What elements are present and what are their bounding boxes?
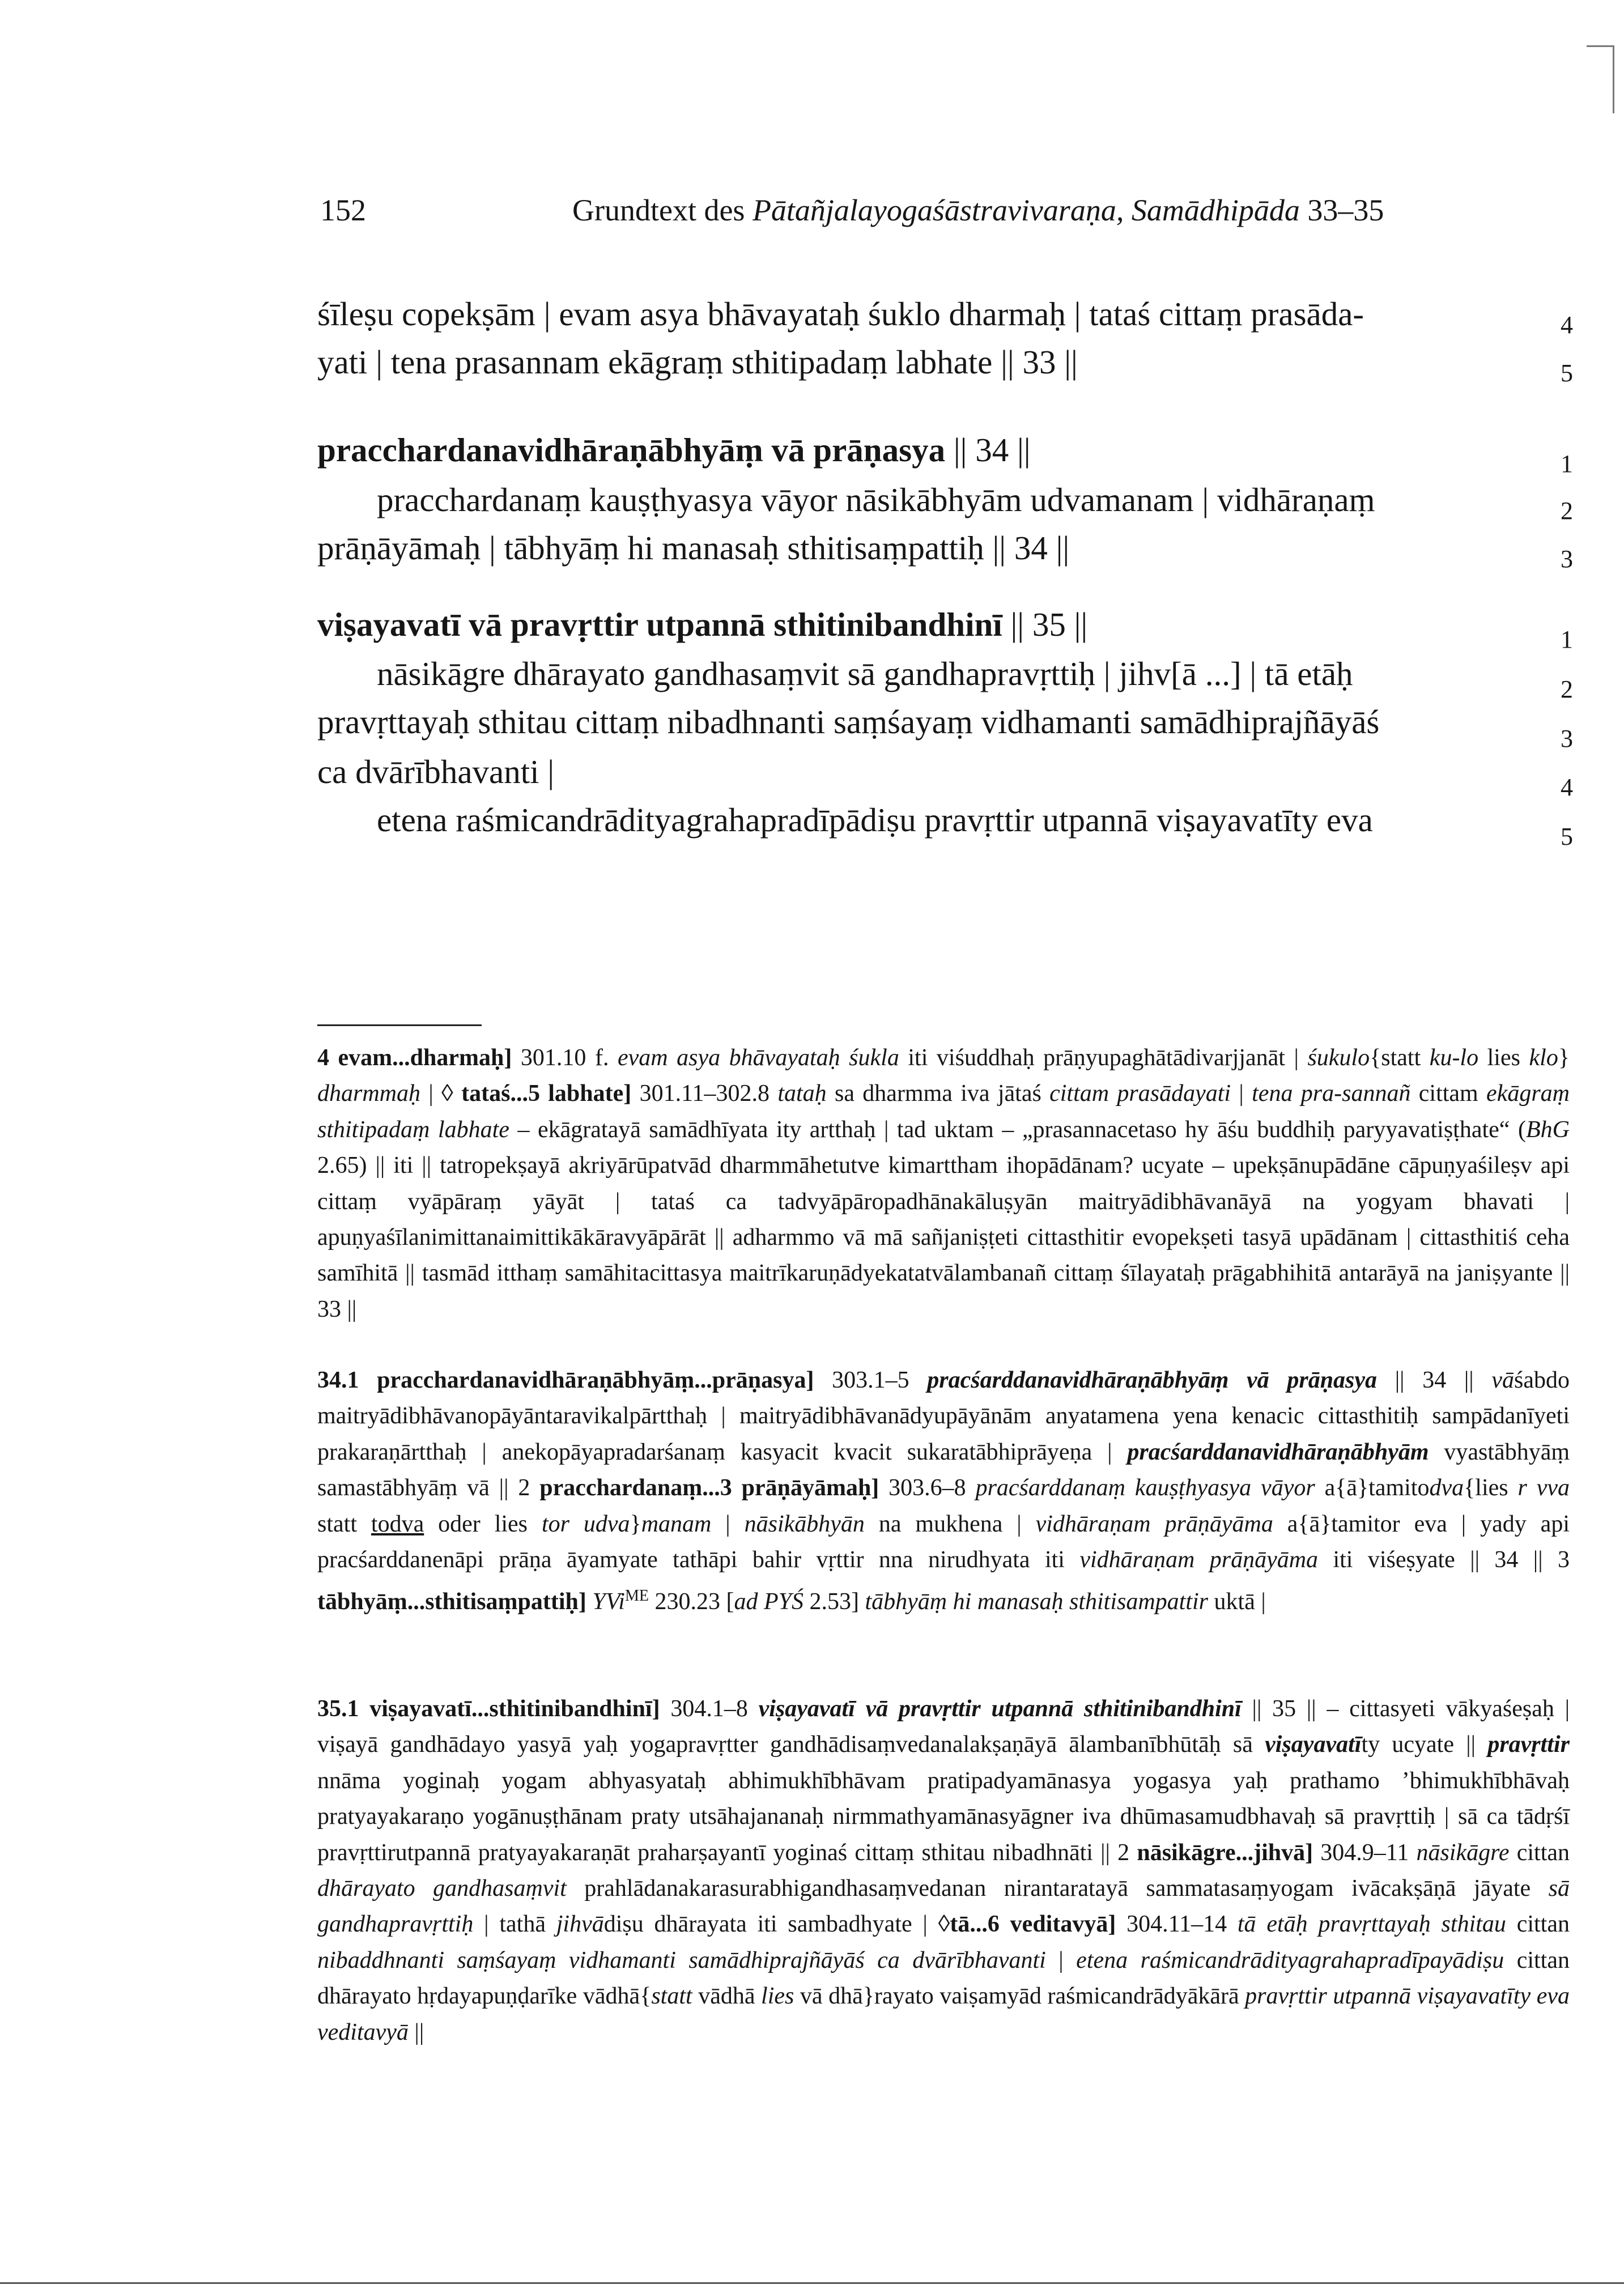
line-number-2: 2	[1561, 675, 1573, 703]
sutra-34-number: || 34 ||	[945, 431, 1031, 469]
line-number-5: 5	[1561, 359, 1573, 387]
line-number-1: 1	[1561, 450, 1573, 478]
text-35-line-3: pravṛttayaḥ sthitau cittaṃ nibadhnanti saṃśayaṃ vidhamanti samādhiprajñāyāś	[317, 703, 1380, 741]
text-35-line-5: etena raśmicandrādityagrahapradīpādiṣu pravṛttir utpannā viṣayavatīty eva	[377, 801, 1373, 839]
line-number-4: 4	[1561, 311, 1573, 339]
footnote-34: 34.1 pracchardanavidhāraṇābhyāṃ...prāṇasya] 303.1–5 pracśarddanavidhāraṇābhyāṃ vā prāṇasya || 34 || vāśabdo maitryādibhāvanopāyāntaravikalpārtthaḥ | maitryādibhāvanādyupāyānām anyatamena yena kenacic cittasthitiḥ sampādanīyeti prakaraṇārtthaḥ | anekopāyapradarśanaṃ kasyacit kvacit sukaratābhiprāyeṇa | pracśarddanavidhāraṇābhyām vyastābhyāṃ samastābhyāṃ vā || 2 pracchardanaṃ...3 prāṇāyāmaḥ] 303.6–8 pracśarddanaṃ kauṣṭhyasya vāyor a{ā}tamitodva{lies r vva statt todva oder lies tor udva}manam | nāsikābhyān na mukhena | vidhāraṇam prāṇāyāma a{ā}tamitor eva | yady api pracśarddanenāpi prāṇa āyamyate tathāpi bahir vṛttir nna nirudhyata iti vidhāraṇam prāṇāyāma iti viśeṣyate || 34 || 3 tābhyāṃ...sthitisaṃpattiḥ] YVi$^{ME}$ 230.23 [ad PYŚ 2.53] tābhyāṃ hi manasaḥ sthitisampattir uktā |	[317, 1367, 1570, 1615]
line-number-5: 5	[1561, 823, 1573, 850]
running-title-prefix: Grundtext des	[572, 193, 753, 227]
text-34-line-2: pracchardanaṃ kauṣṭhyasya vāyor nāsikābhyām udvamanam | vidhāraṇaṃ	[377, 481, 1375, 518]
sutra-34-text: pracchardanavidhāraṇābhyāṃ vā prāṇasya	[317, 431, 946, 469]
corner-mark	[1587, 45, 1614, 47]
line-number-3: 3	[1561, 725, 1573, 752]
corner-mark-vertical	[1613, 45, 1614, 113]
sutra-35	[317, 605, 1087, 644]
sutra-35-number: || 35 ||	[1002, 606, 1088, 643]
running-title-work: Pātañjalayogaśāstravivaraṇa, Samādhipāda	[752, 193, 1300, 227]
sutra-34	[317, 431, 1031, 470]
line-number-1: 1	[1561, 626, 1573, 653]
line-number-3: 3	[1561, 545, 1573, 573]
text-34-line-3: prāṇāyāmaḥ | tābhyāṃ hi manasaḥ sthitisaṃpattiḥ || 34 ||	[317, 529, 1070, 567]
running-title-range: 33–35	[1299, 193, 1384, 227]
running-title	[572, 193, 1384, 228]
footnote-35: 35.1 viṣayavatī...sthitinibandhinī] 304.1–8 viṣayavatī vā pravṛttir utpannā sthitinibandhinī || 35 || – cittasyeti vākyaśeṣaḥ | viṣayā gandhādayo yasyā yaḥ yogapravṛtter gandhādisaṃvedanalakṣaṇāyā ālambanībhūtāḥ sā viṣayavatīty ucyate || pravṛttir nnāma yoginaḥ yogam abhyasyataḥ abhimukhībhāvam pratipadyamānasya yogasya yaḥ prathamo ’bhimukhībhāvaḥ pratyayakaraṇo yogānuṣṭhānam praty utsāhajananaḥ nirmmathyamānasyāgner iva dhūmasamudbhavaḥ sā pravṛttiḥ | sā ca tādṛśī pravṛttirutpannā pratyayakaraṇāt praharṣayantī yoginaś cittaṃ sthitau nibadhnāti || 2 nāsikāgre...jihvā] 304.9–11 nāsikāgre cittan dhārayato gandhasaṃvit prahlādanakarasurabhigandhasaṃvedanan nirantaratayā sammatasaṃyogam ivācakṣāṇā jāyate sā gandhapravṛttiḥ | tathā jihvādiṣu dhārayata iti sambadhyate | ◊tā...6 veditavyā] 304.11–14 tā etāḥ pravṛttayaḥ sthitau cittan nibaddhnanti saṃśayaṃ vidhamanti samādhiprajñāyāś ca dvārībhavanti | etena raśmicandrādityagrahapradīpayādiṣu cittan dhārayato hṛdayapuṇḍarīke vādhā{statt vādhā lies vā dhā}rayato vaiṣamyād raśmicandrādyākārā pravṛttir utpannā viṣayavatīty eva veditavyā ||	[317, 1696, 1570, 2045]
footnote-rule	[317, 1024, 482, 1026]
text-33-line-1: śīleṣu copekṣām | evam asya bhāvayataḥ śuklo dharmaḥ | tataś cittaṃ prasāda-	[317, 295, 1364, 333]
footnote-33: 4 evam...dharmaḥ] 301.10 f. evam asya bhāvayataḥ śukla iti viśuddhaḥ prāṇyupaghātādivarjjanāt | śukulo{statt ku-lo lies klo} dharmmaḥ | ◊ tataś...5 labhate] 301.11–302.8 tataḥ sa dharmma iva jātaś cittam prasādayati | tena pra-sannañ cittam ekāgraṃ sthitipadaṃ labhate – ekāgratayā samādhīyata ity artthaḥ | tad uktam – „prasannacetaso hy āśu buddhiḥ paryyavatiṣṭhate“ (BhG 2.65) || iti || tatropekṣayā akriyārūpatvād dharmmāhetutve kimarttham ihopādānam? ucyate – upekṣānupādāne cāpuṇyaśileṣv api cittaṃ vyāpāraṃ yāyāt | tataś ca tadvyāpāropadhānakāluṣyān maitryādibhāvanāyā na yogyam bhavati | apuṇyaśīlanimittanaimittikākāravyāpārāt || adharmmo vā mā sañjaniṣṭeti cittasthitir evopekṣeti tasyā upādānam | cittasthitiś ceha samīhitā || tasmād itthaṃ samāhitacittasya maitrīkaruṇādyekatatvālambanañ cittaṃ śīlayataḥ prāgabhihitā antarāyā na janiṣyante || 33 ||	[317, 1045, 1570, 1322]
line-number-4: 4	[1561, 773, 1573, 801]
line-number-2: 2	[1561, 497, 1573, 525]
text-35-line-2: nāsikāgre dhārayato gandhasaṃvit sā gandhapravṛttiḥ | jihv[ā ...] | tā etāḥ	[377, 655, 1353, 692]
sutra-35-text: viṣayavatī vā pravṛttir utpannā sthitinibandhinī	[317, 606, 1002, 643]
bottom-edge-line	[0, 2282, 1624, 2284]
text-33-line-2: yati | tena prasannam ekāgraṃ sthitipadaṃ labhate || 33 ||	[317, 343, 1078, 381]
page-number: 152	[320, 193, 366, 227]
text-35-line-4: ca dvārībhavanti |	[317, 753, 555, 790]
